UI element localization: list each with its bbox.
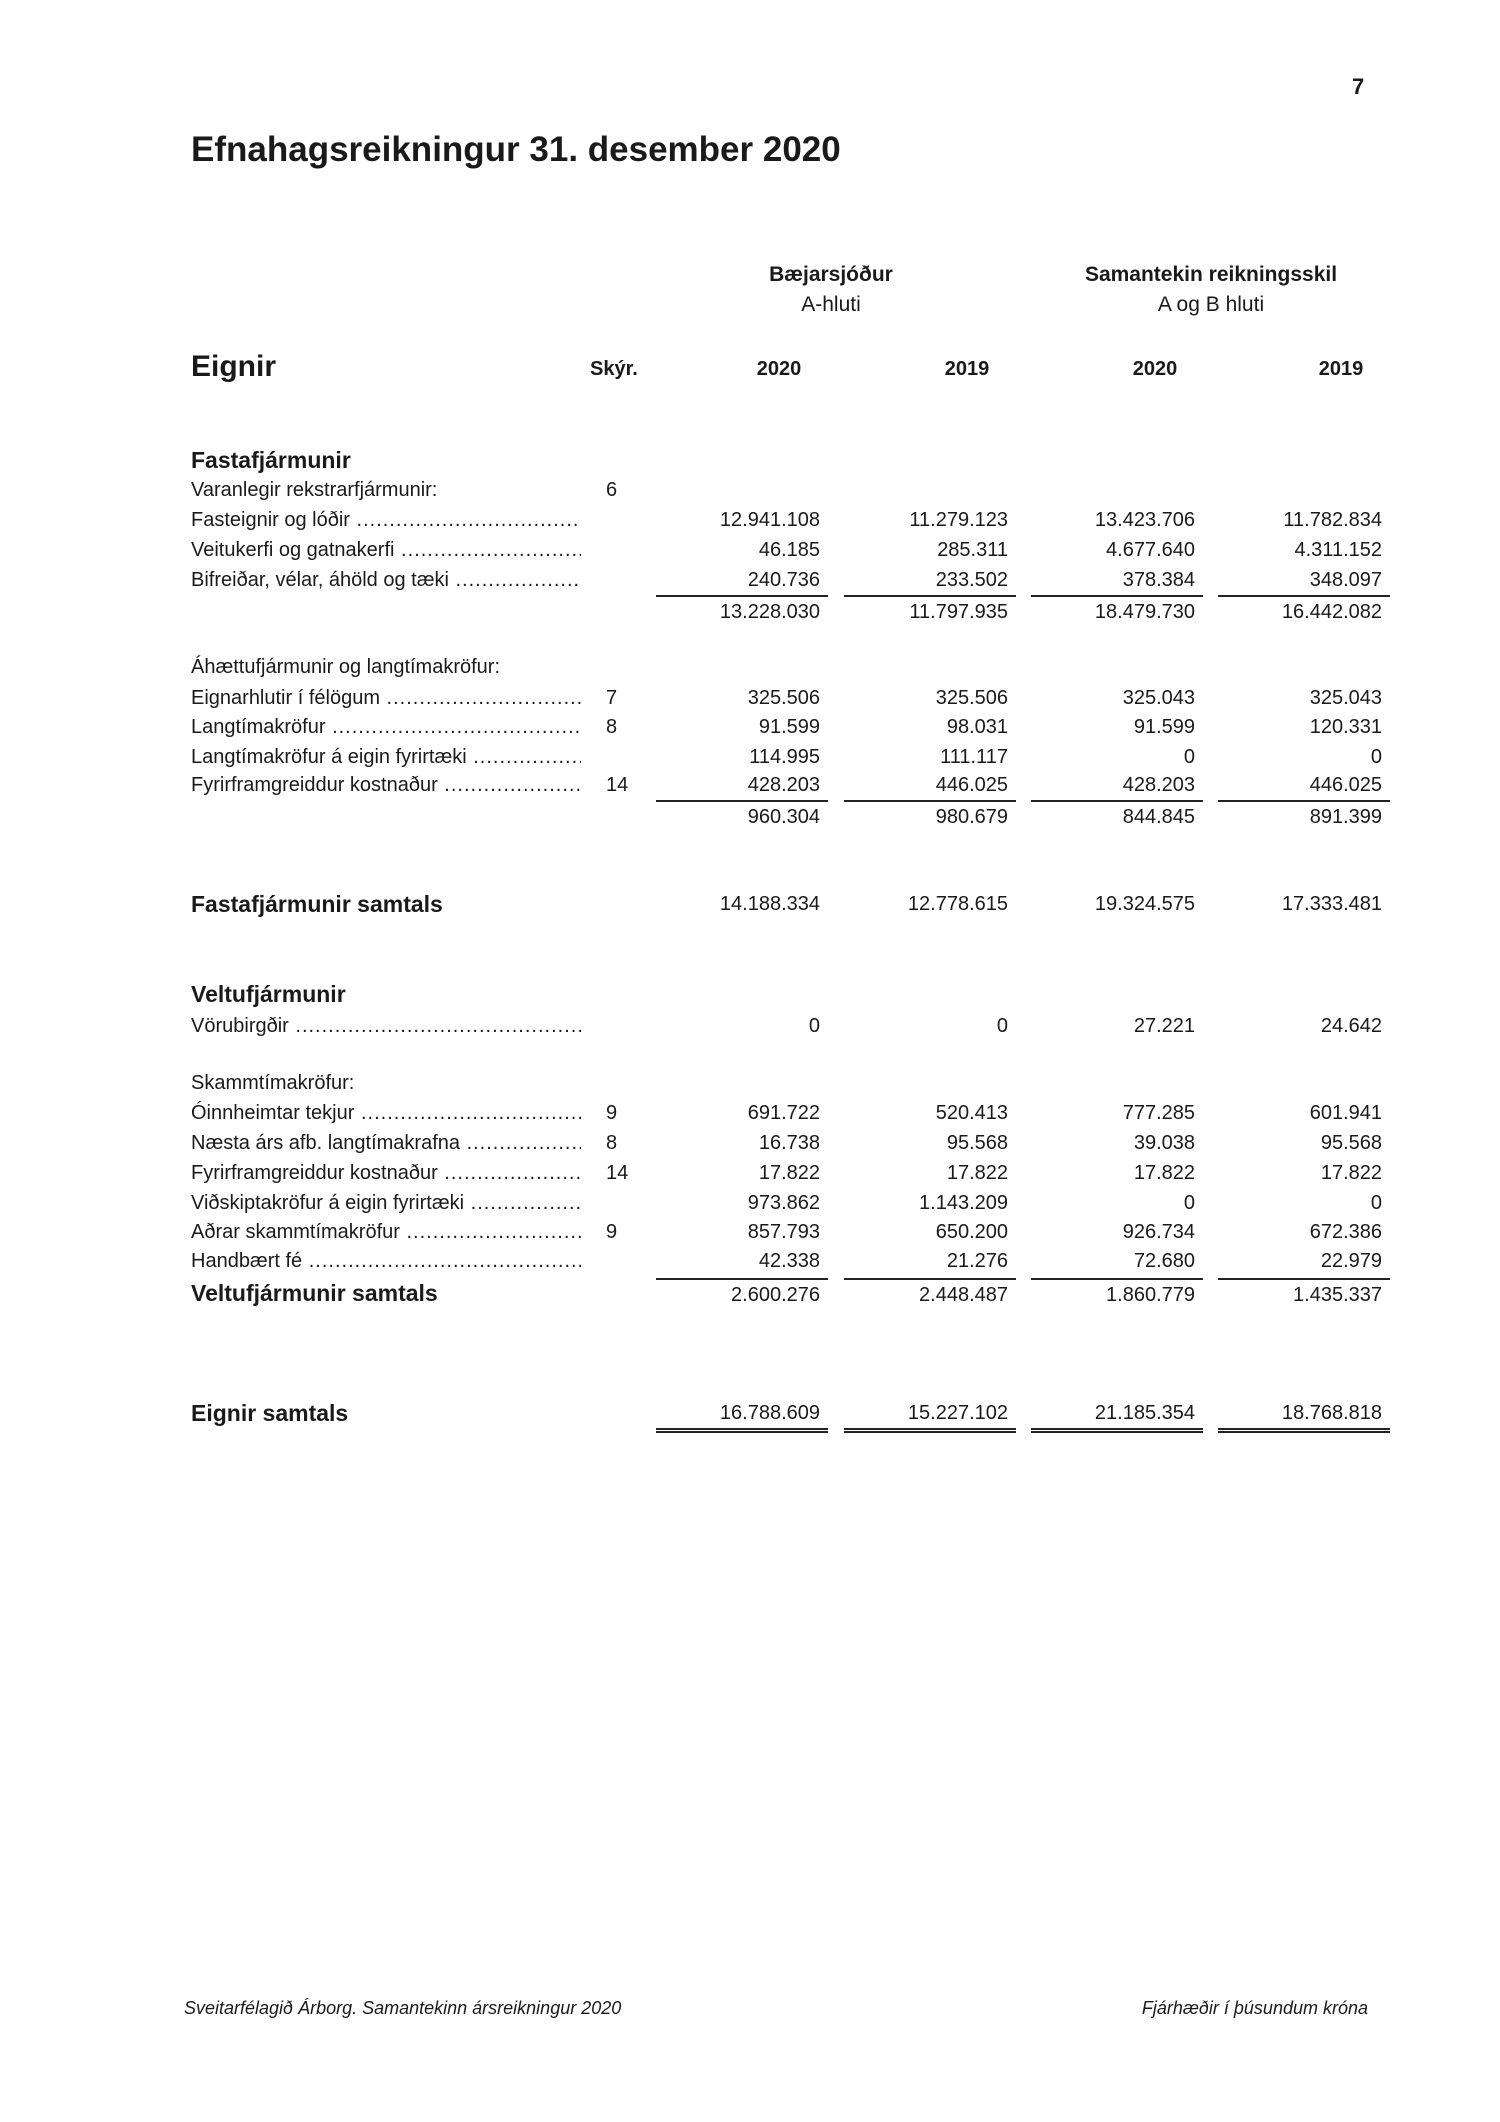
value-cell: 672.386	[1309, 1221, 1382, 1243]
table-row	[0, 1398, 1500, 1428]
value-cell: 777.285	[1122, 1102, 1195, 1124]
value-cell: 446.025	[935, 774, 1008, 796]
value-cell: 378.384	[1122, 569, 1195, 591]
value-cell: 233.502	[935, 569, 1008, 591]
value-cell: 17.333.481	[1281, 893, 1382, 915]
table-row	[0, 1068, 1500, 1098]
value-cell: 348.097	[1309, 569, 1382, 591]
value-cell: 980.679	[844, 800, 1016, 832]
value-cell: 4.311.152	[1294, 539, 1382, 561]
column-group-title: Samantekin reikningsskil	[1084, 263, 1338, 286]
value-cell: 0	[1370, 746, 1382, 768]
row-label: Áhættufjármunir og langtímakröfur:	[191, 656, 501, 678]
note-reference: 9	[606, 1102, 618, 1124]
table-row	[0, 742, 1500, 772]
table-row	[0, 652, 1500, 682]
value-cell: 11.782.834	[1283, 509, 1382, 531]
value-cell: 17.822	[946, 1162, 1008, 1184]
row-label: Fyrirframgreiddur kostnaður .....	[191, 1158, 581, 1188]
row-label: Skammtímakröfur:	[191, 1072, 355, 1094]
table-row	[0, 1246, 1500, 1276]
table-row	[0, 535, 1500, 565]
value-cell: 18.479.730	[1031, 595, 1203, 627]
value-cell: 325.043	[1122, 687, 1195, 709]
note-reference: 8	[606, 1132, 618, 1154]
row-label: Veltufjármunir samtals	[191, 1280, 438, 1306]
value-cell: 17.822	[1133, 1162, 1195, 1184]
row-label: Fastafjármunir samtals	[191, 891, 443, 917]
value-cell: 39.038	[1133, 1132, 1195, 1154]
value-cell: 325.043	[1309, 687, 1382, 709]
value-cell: 16.788.609	[656, 1398, 828, 1433]
value-cell: 285.311	[937, 539, 1008, 561]
row-label: Veitukerfi og gatnakerfi .....	[191, 535, 581, 565]
value-cell: 601.941	[1309, 1102, 1382, 1124]
value-cell: 1.860.779	[1031, 1278, 1203, 1310]
value-cell: 24.642	[1320, 1015, 1382, 1037]
value-cell: 844.845	[1031, 800, 1203, 832]
row-label: Eignir samtals	[191, 1400, 349, 1426]
value-cell: 891.399	[1218, 800, 1390, 832]
value-cell: 13.228.030	[656, 595, 828, 627]
value-cell: 0	[1370, 1192, 1382, 1214]
column-group-a-hluti	[651, 260, 1011, 320]
table-row	[0, 565, 1500, 595]
value-cell: 42.338	[758, 1250, 820, 1272]
page-number: 7	[1352, 74, 1365, 99]
table-row	[0, 1158, 1500, 1188]
note-reference: 14	[606, 774, 629, 796]
table-row	[0, 1188, 1500, 1218]
value-cell: 325.506	[935, 687, 1008, 709]
row-label: Fastafjármunir	[191, 447, 351, 473]
value-cell: 95.568	[946, 1132, 1008, 1154]
row-label: Varanlegir rekstrarfjármunir:	[191, 479, 438, 501]
row-label: Viðskiptakröfur á eigin fyrirtæki .....	[191, 1188, 581, 1218]
row-label: Næsta árs afb. langtímakrafna .....	[191, 1128, 581, 1158]
value-cell: 12.778.615	[907, 893, 1008, 915]
row-label: Fyrirframgreiddur kostnaður .....	[191, 770, 581, 800]
table-row	[0, 1128, 1500, 1158]
value-cell: 22.979	[1320, 1250, 1382, 1272]
value-cell: 120.331	[1309, 716, 1382, 738]
value-cell: 21.185.354	[1031, 1398, 1203, 1433]
value-cell: 111.117	[940, 746, 1008, 768]
row-label: Aðrar skammtímakröfur .....	[191, 1217, 581, 1247]
value-cell: 11.797.935	[844, 595, 1016, 627]
value-cell: 973.862	[747, 1192, 820, 1214]
value-cell: 1.143.209	[919, 1192, 1008, 1214]
value-cell: 91.599	[1133, 716, 1195, 738]
value-cell: 91.599	[758, 716, 820, 738]
value-cell: 17.822	[1320, 1162, 1382, 1184]
value-cell: 13.423.706	[1094, 509, 1195, 531]
row-label: Vörubirgðir .....	[191, 1011, 581, 1041]
value-cell: 98.031	[946, 716, 1008, 738]
value-cell: 926.734	[1122, 1221, 1195, 1243]
value-cell: 16.442.082	[1218, 595, 1390, 627]
value-cell: 520.413	[935, 1102, 1008, 1124]
table-row	[0, 800, 1500, 830]
value-cell: 4.677.640	[1106, 539, 1195, 561]
value-cell: 11.279.123	[909, 509, 1008, 531]
note-reference: 14	[606, 1162, 629, 1184]
value-cell: 2.448.487	[844, 1278, 1016, 1310]
value-cell: 960.304	[656, 800, 828, 832]
note-column-header: Skýr.	[590, 358, 638, 380]
value-cell: 0	[996, 1015, 1008, 1037]
value-cell: 428.203	[1122, 774, 1195, 796]
value-cell: 17.822	[758, 1162, 820, 1184]
column-group-subtitle: A-hluti	[801, 293, 861, 316]
year-header: 2020	[756, 358, 802, 380]
page-title: Efnahagsreikningur 31. desember 2020	[191, 130, 841, 169]
value-cell: 240.736	[747, 569, 820, 591]
value-cell: 691.722	[747, 1102, 820, 1124]
footer-entity: Sveitarfélagið Árborg. Samantekinn ársreikningur 2020	[184, 1998, 622, 2018]
note-reference: 9	[606, 1221, 618, 1243]
value-cell: 0	[1183, 1192, 1195, 1214]
table-row	[0, 712, 1500, 742]
note-reference: 7	[606, 687, 618, 709]
value-cell: 18.768.818	[1218, 1398, 1390, 1433]
value-cell: 650.200	[935, 1221, 1008, 1243]
year-header: 2020	[1132, 358, 1178, 380]
table-row	[0, 595, 1500, 625]
row-label: Handbært fé .....	[191, 1246, 581, 1276]
value-cell: 428.203	[747, 774, 820, 796]
footer-units: Fjárhæðir í þúsundum króna	[1141, 1998, 1368, 2018]
table-row	[0, 445, 1500, 475]
value-cell: 15.227.102	[844, 1398, 1016, 1433]
value-cell: 46.185	[758, 539, 820, 561]
table-row	[0, 1011, 1500, 1041]
table-row	[0, 889, 1500, 919]
section-title: Eignir	[191, 350, 277, 383]
note-reference: 6	[606, 479, 618, 501]
row-label: Langtímakröfur .....	[191, 712, 581, 742]
value-cell: 21.276	[946, 1250, 1008, 1272]
column-group-title: Bæjarsjóður	[769, 263, 893, 286]
value-cell: 0	[1183, 746, 1195, 768]
value-cell: 114.995	[749, 746, 820, 768]
table-row	[0, 979, 1500, 1009]
column-group-subtitle: A og B hluti	[1157, 293, 1265, 316]
value-cell: 857.793	[747, 1221, 820, 1243]
year-header: 2019	[1318, 358, 1364, 380]
table-row	[0, 1278, 1500, 1308]
row-label: Veltufjármunir	[191, 981, 346, 1007]
table-row	[0, 505, 1500, 535]
value-cell: 325.506	[747, 687, 820, 709]
column-group-a-og-b-hluti	[1031, 260, 1391, 320]
table-row	[0, 1098, 1500, 1128]
table-row	[0, 683, 1500, 713]
value-cell: 2.600.276	[656, 1278, 828, 1310]
note-reference: 8	[606, 716, 618, 738]
value-cell: 16.738	[758, 1132, 820, 1154]
table-row	[0, 1217, 1500, 1247]
value-cell: 72.680	[1133, 1250, 1195, 1272]
table-row	[0, 475, 1500, 505]
value-cell: 95.568	[1320, 1132, 1382, 1154]
year-header: 2019	[944, 358, 990, 380]
row-label: Óinnheimtar tekjur .....	[191, 1098, 581, 1128]
value-cell: 14.188.334	[719, 893, 820, 915]
value-cell: 27.221	[1133, 1015, 1195, 1037]
row-label: Bifreiðar, vélar, áhöld og tæki .....	[191, 565, 581, 595]
value-cell: 19.324.575	[1094, 893, 1195, 915]
value-cell: 0	[808, 1015, 820, 1037]
value-cell: 1.435.337	[1218, 1278, 1390, 1310]
value-cell: 446.025	[1309, 774, 1382, 796]
row-label: Eignarhlutir í félögum .....	[191, 683, 581, 713]
row-label: Langtímakröfur á eigin fyrirtæki .....	[191, 742, 581, 772]
table-row	[0, 770, 1500, 800]
value-cell: 12.941.108	[719, 509, 820, 531]
row-label: Fasteignir og lóðir .....	[191, 505, 581, 535]
